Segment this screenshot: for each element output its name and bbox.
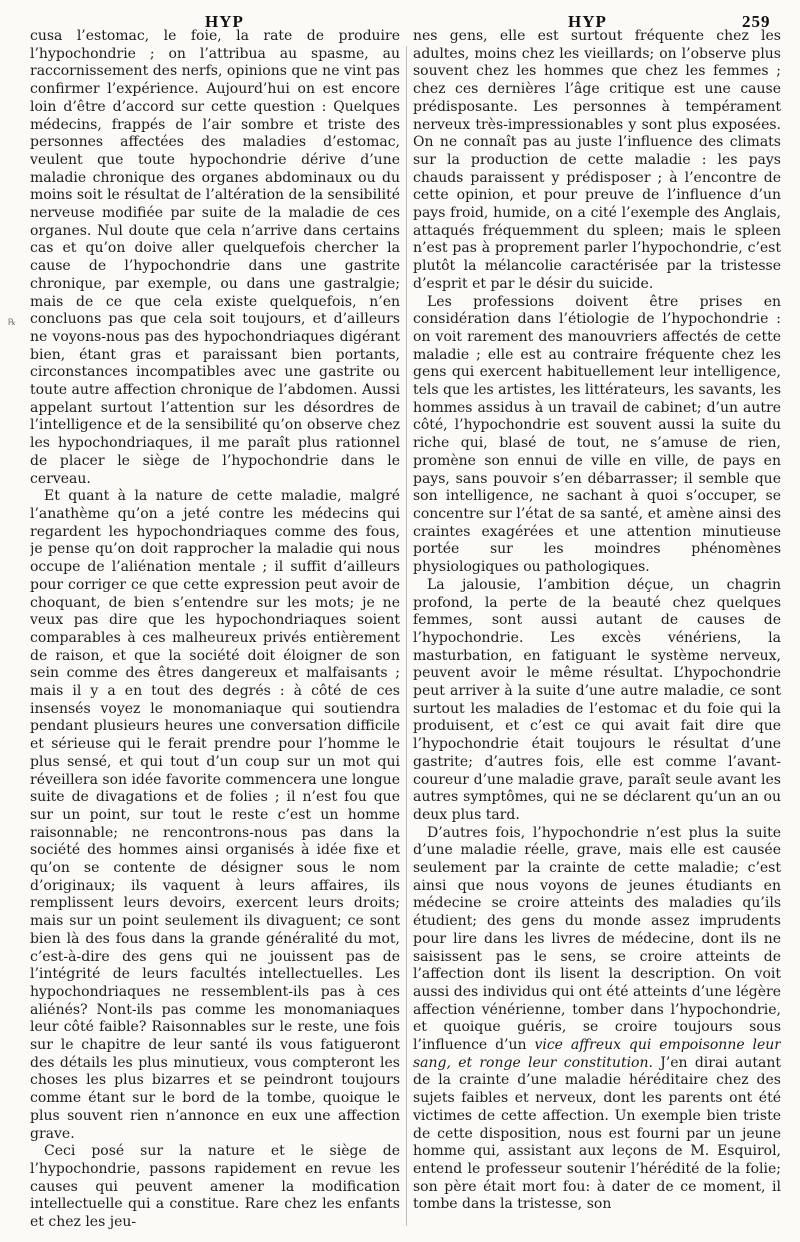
paragraph: La jalousie, l’ambition déçue, un chagrin profond, la perte de la beauté chez quelques femmes, sont aussi autant de causes de l’hypochondrie. Les excès vénériens, la masturbation, en fatiguant le système nerveux, peuvent avoir le même résultat. L’hypochondrie peut arriver à la suite d’une autre maladie, ce sont surtout les maladies de l’estomac et du foie qui la produisent, et c’est ce qui avait fait dire que l’hypochondrie était toujours le résultat d’une gastrite; d’autres fois, elle est comme l’avant-coureur d’une maladie grave, paraît seule avant les autres symptômes, qui ne se déclarent qu’un an ou deux plus tard.	[413, 576, 781, 823]
running-head-left: HYP	[205, 12, 244, 31]
paragraph-text: D’autres fois, l’hypochondrie n’est plus la suite d’une maladie réelle, grave, mais elle est causée seulement par la crainte de cette maladie; c’est ainsi que nous voyons de jeunes étudiants en médecine se croire atteints des maladies qu’ils étudient; des gens du monde assez imprudents pour lire dans les livres de médecine, dont ils ne saisissent pas le sens, se croire atteints de l’affection dont ils lisent la description. On voit aussi des individus qui ont été atteints d’une légère affection vénérienne, tomber dans l’hypochondrie, et quoique guéris, se croire toujours sous l’influence d’un	[413, 824, 781, 1054]
italic-quote: vice affreux qui empoisonne leur sang, et ronge leur constitution.	[413, 1037, 781, 1071]
paragraph: Et quant à la nature de cette maladie, malgré l’anathème qu’on a jeté contre les médecins qui regardent les hypochondriaques comme des fous, je pense qu’on doit rapprocher la maladie qui nous occupe de l’aliénation mentale ; il suffit d’ailleurs pour corriger ce que cette expression peut avoir de choquant, de bien s’entendre sur les mots; je ne veux pas dire que les hypochondriaques soient comparables à ces malheureux privés entièrement de raison, et que la société doit éloigner de son sein comme des êtres dangereux et malfaisants ; mais il y a en tout des degrés : à côté de ces insensés voyez le monomaniaque qui soutiendra pendant plusieurs heures une conversation difficile et sérieuse qui le ferait prendre pour l’homme le plus sensé, et qui tout d’un coup sur un mot qui réveillera son idée favorite commencera une longue suite de divagations et de folies ; il n’est fou que sur un point, sur tout le reste c’est un homme raisonnable; ne rencontrons-nous pas dans la société des hommes ainsi organisés à idée fixe et qu’on se contente de désigner sous le nom d’originaux; ils vaquent à leurs affaires, ils remplissent leurs devoirs, exercent leurs droits; mais sur un point seulement ils divaguent; ce sont bien là des fous dans la grande généralité du mot, c’est-à-dire des gens qui ne jouissent pas de l’intégrité de leurs facultés intellectuelles. Les hypochondriaques ne ressemblent-ils pas à ces aliénés? Nont-ils pas comme les monomaniaques leur côté faible? Raisonnables sur le reste, une fois sur le chapitre de leur santé ils vous fatigueront des détails les plus minutieux, vous compteront les choses les plus bizarres et se peindront toujours comme étant sur le bord de la tombe, quoique le plus souvent rien n’annonce en eux une affection grave.	[30, 488, 400, 1142]
paragraph: Les professions doivent être prises en considération dans l’étiologie de l’hypochondrie : on voit rarement des manouvriers affectés de cette maladie ; elle est au contraire fréquente chez les gens qui exercent habituellement leur intelligence, tels que les artistes, les littérateurs, les savants, les hommes assidus à un travail de cabinet; d’un autre côté, l’hypochondrie est souvent aussi la suite du riche qui, blasé de tout, ne s’amuse de rien, promène son ennui de ville en ville, de pays en pays, sans pouvoir s’en débarrasser; il semble que son intelligence, ne sachant à quoi s’occuper, se concentre sur l’état de sa santé, et amène ainsi des craintes exagérées et une attention minutieuse portée sur les moindres phénomènes physiologiques ou pathologiques.	[413, 293, 781, 576]
right-column	[413, 28, 781, 1233]
paragraph: Ceci posé sur la nature et le siège de l’hypochondrie, passons rapidement en revue les causes qui peuvent amener la modification intellectuelle qui a constitue. Rare chez les enfants et chez les jeu-	[30, 1143, 400, 1231]
paragraph: nes gens, elle est surtout fréquente chez les adultes, moins chez les vieillards; on l’observe plus souvent chez les hommes que chez les femmes ; chez ces dernières l’âge critique est une cause prédisposante. Les personnes à tempérament nerveux très-impressionables y sont plus exposées. On ne connaît pas au juste l’influence des climats sur la production de cette maladie : les pays chauds paraissent y prédisposer ; à l’encontre de cette opinion, et pour preuve de l’influence d’un pays froid, humide, on a cité l’exemple des Anglais, attaqués fréquemment du spleen; mais le spleen n’est pas à proprement parler l’hypochondrie, c’est plutôt la mélancolie caractérisée par la tristesse d’esprit et par le désir du suicide.	[413, 28, 781, 292]
margin-mark: ℞	[8, 318, 17, 328]
page-number: 259	[742, 12, 771, 31]
column-divider	[406, 46, 407, 1226]
paragraph: cusa l’estomac, le foie, la rate de produire l’hypochondrie ; on l’attribua au spasme, au raccornissement des nerfs, opinions que ne vint pas confirmer l’expérience. Aujourd’hui on est encore loin d’être d’accord sur cette question : Quelques médecins, frappés de l’air sombre et triste des personnes affectées des maladies d’estomac, veulent que toute hypochondrie dérive d’une maladie chronique des organes abdominaux ou du moins soit le résultat de l’altération de la sensibilité nerveuse modifiée par suite de la maladie de ces organes. Nul doute que cela n’arrive dans certains cas et qu’on doive aller quelquefois chercher la cause de l’hypochondrie dans une gastrite chronique, par exemple, ou dans une gastralgie; mais de ce que cela existe quelquefois, n’en concluons pas que cela soit toujours, et d’ailleurs ne voyons-nous pas des hypochondriaques digérant bien, étant gras et paraissant bien portants, circonstances incompatibles avec une gastrite ou toute autre affection chronique de l’abdomen. Aussi appelant surtout l’attention sur les désordres de l’intelligence et de la sensibilité qu’on observe chez les hypochondriaques, il me paraît plus rationnel de placer le siège de l’hypochondrie dans le cerveau.	[30, 28, 400, 487]
paragraph	[413, 825, 781, 1214]
paragraph-text: J’en dirai autant de la crainte d’une maladie héréditaire chez des sujets faibles et nerveux, dont les parents ont été victimes de cette affection. Un exemple bien triste de cette disposition, nous est fourni par un jeune homme qui, assistant aux leçons de M. Esquirol, entend le professeur soutenir l’hérédité de la folie; son père était mort fou: à dater de ce moment, il tombe dans la tristesse, son	[413, 1054, 781, 1213]
running-head-right: HYP	[568, 12, 607, 31]
left-column	[30, 28, 400, 1233]
